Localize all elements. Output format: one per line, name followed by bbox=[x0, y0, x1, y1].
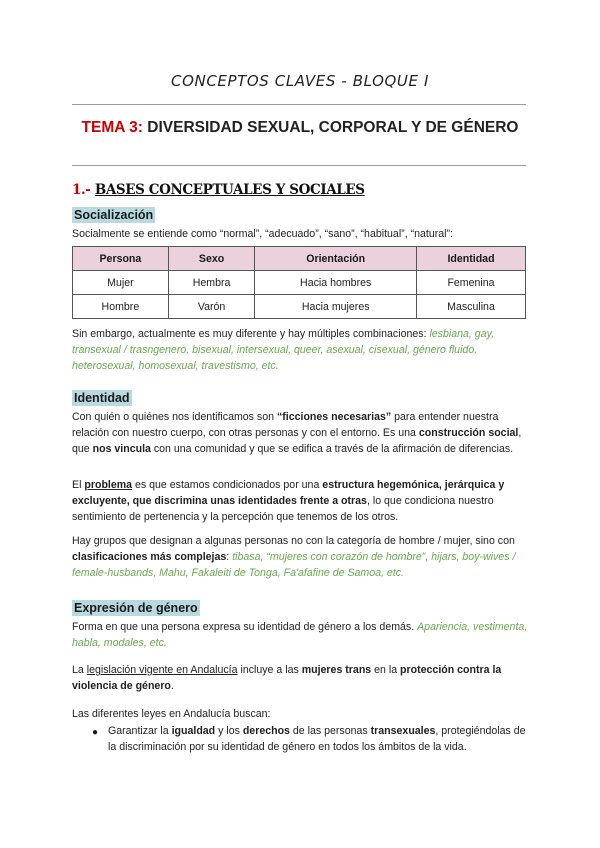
text-run: : bbox=[226, 551, 233, 563]
underlined-run: legislación vigente en Andalucía bbox=[86, 664, 238, 676]
text-run: con una comunidad y que se edifica a través de la afirmación de diferencias. bbox=[150, 443, 514, 455]
text-run: . bbox=[170, 680, 174, 692]
bold-run: estructura hegemónica, jerárquica y excluyente, que discrimina unas identidades frente a otras bbox=[72, 479, 505, 507]
table-cell: Hacia mujeres bbox=[255, 295, 417, 319]
bold-run: derechos bbox=[242, 725, 290, 737]
table-cell: Hombre bbox=[73, 295, 169, 319]
text-run: incluye a las bbox=[237, 664, 302, 676]
bold-run: mujeres trans bbox=[301, 664, 372, 676]
text-run: , lo que condiciona nuestro sentimiento de pertenencia y la percepción que tenemos de los otros. bbox=[72, 495, 494, 523]
bold-run: construcción social bbox=[418, 427, 519, 439]
subheading-expresion: Expresión de género bbox=[74, 601, 198, 615]
section-number: 1.- bbox=[72, 182, 91, 198]
table-header: Orientación bbox=[255, 247, 417, 271]
text-run: La bbox=[72, 664, 87, 676]
text-run: El bbox=[72, 479, 85, 491]
expresion-paragraph-2 bbox=[72, 662, 530, 694]
combinations-paragraph bbox=[72, 326, 530, 374]
document-title: CONCEPTOS CLAVES - BLOQUE I bbox=[171, 72, 429, 90]
divider bbox=[72, 165, 526, 166]
bullet-item bbox=[108, 723, 532, 755]
table-header-row bbox=[73, 247, 526, 271]
bold-run: “ficciones necesarias” bbox=[276, 411, 392, 423]
topic-title bbox=[80, 116, 520, 139]
table-cell: Femenina bbox=[417, 271, 526, 295]
bold-run: nos vincula bbox=[92, 443, 151, 455]
table-cell: Hembra bbox=[168, 271, 255, 295]
table-cell: Mujer bbox=[73, 271, 169, 295]
topic-name: DIVERSIDAD SEXUAL, CORPORAL Y DE GÉNERO bbox=[147, 119, 519, 136]
table-row bbox=[73, 295, 526, 319]
section-title: BASES CONCEPTUALES Y SOCIALES bbox=[94, 182, 365, 198]
subheading-socializacion: Socialización bbox=[74, 208, 154, 222]
bold-run: igualdad bbox=[171, 725, 216, 737]
expresion-paragraph-1 bbox=[72, 619, 530, 651]
table-cell: Hacia hombres bbox=[255, 271, 417, 295]
text-run: , protegiéndolas de la discriminación por su identidad de género en todos los ámbitos de la vida. bbox=[108, 725, 526, 753]
combinations-text: Sin embargo, actualmente es muy diferente y hay múltiples combinaciones: bbox=[72, 328, 430, 340]
text-run: en la bbox=[371, 664, 401, 676]
text-run: es que estamos condicionados por una bbox=[132, 479, 323, 491]
bold-run: clasificaciones más complejas bbox=[72, 551, 227, 563]
table-header: Persona bbox=[73, 247, 169, 271]
bullet-dot-icon: ● bbox=[92, 727, 99, 738]
section-heading bbox=[72, 182, 365, 198]
table-cell: Varón bbox=[168, 295, 255, 319]
table-header: Sexo bbox=[168, 247, 255, 271]
text-run: Hay grupos que designan a algunas personas no con la categoría de hombre / mujer, sino con bbox=[72, 535, 515, 547]
table-row bbox=[73, 271, 526, 295]
table-header: Identidad bbox=[417, 247, 526, 271]
identidad-paragraph-3 bbox=[72, 533, 530, 581]
text-run: de las personas bbox=[289, 725, 371, 737]
bold-underlined-run: problema bbox=[84, 479, 133, 491]
socializacion-intro: Socialmente se entiende como “normal”, “adecuado”, “sano”, “habitual”, “natural”: bbox=[72, 228, 453, 240]
examples-list: tibasa, “mujeres con corazón de hombre”, hijars, boy-wives / female-husbands, Mahu, Fakaleiti de Tonga, Fa'afafine de Samoa, etc. bbox=[72, 551, 516, 579]
text-run: Con quién o quiénes nos identificamos son bbox=[72, 411, 277, 423]
expresion-paragraph-3: Las diferentes leyes en Andalucía buscan: bbox=[72, 708, 271, 720]
bold-run: protección contra la violencia de género bbox=[72, 664, 502, 692]
divider bbox=[72, 104, 526, 105]
examples-list: Apariencia, vestimenta, habla, modales, etc. bbox=[72, 621, 528, 649]
text-run: Garantizar la bbox=[108, 725, 172, 737]
text-run: Forma en que una persona expresa su identidad de género a los demás. bbox=[72, 621, 418, 633]
combinations-list: lesbiana, gay, transexual / trasngenero, bisexual, intersexual, queer, asexual, cisexual, género fluido, heterosexual, homosexual, travestismo, etc. bbox=[72, 328, 495, 372]
text-run: para entender nuestra relación con nuestro cuerpo, con otras personas y con el entorno. Es una bbox=[72, 411, 499, 439]
bold-run: transexuales bbox=[370, 725, 436, 737]
table-cell: Masculina bbox=[417, 295, 526, 319]
identidad-paragraph-2 bbox=[72, 477, 530, 525]
identidad-paragraph-1 bbox=[72, 409, 530, 457]
norms-table bbox=[72, 246, 526, 319]
text-run: , que bbox=[72, 427, 522, 455]
topic-label: TEMA 3: bbox=[81, 119, 143, 136]
text-run: y los bbox=[215, 725, 243, 737]
subheading-identidad: Identidad bbox=[74, 391, 130, 405]
